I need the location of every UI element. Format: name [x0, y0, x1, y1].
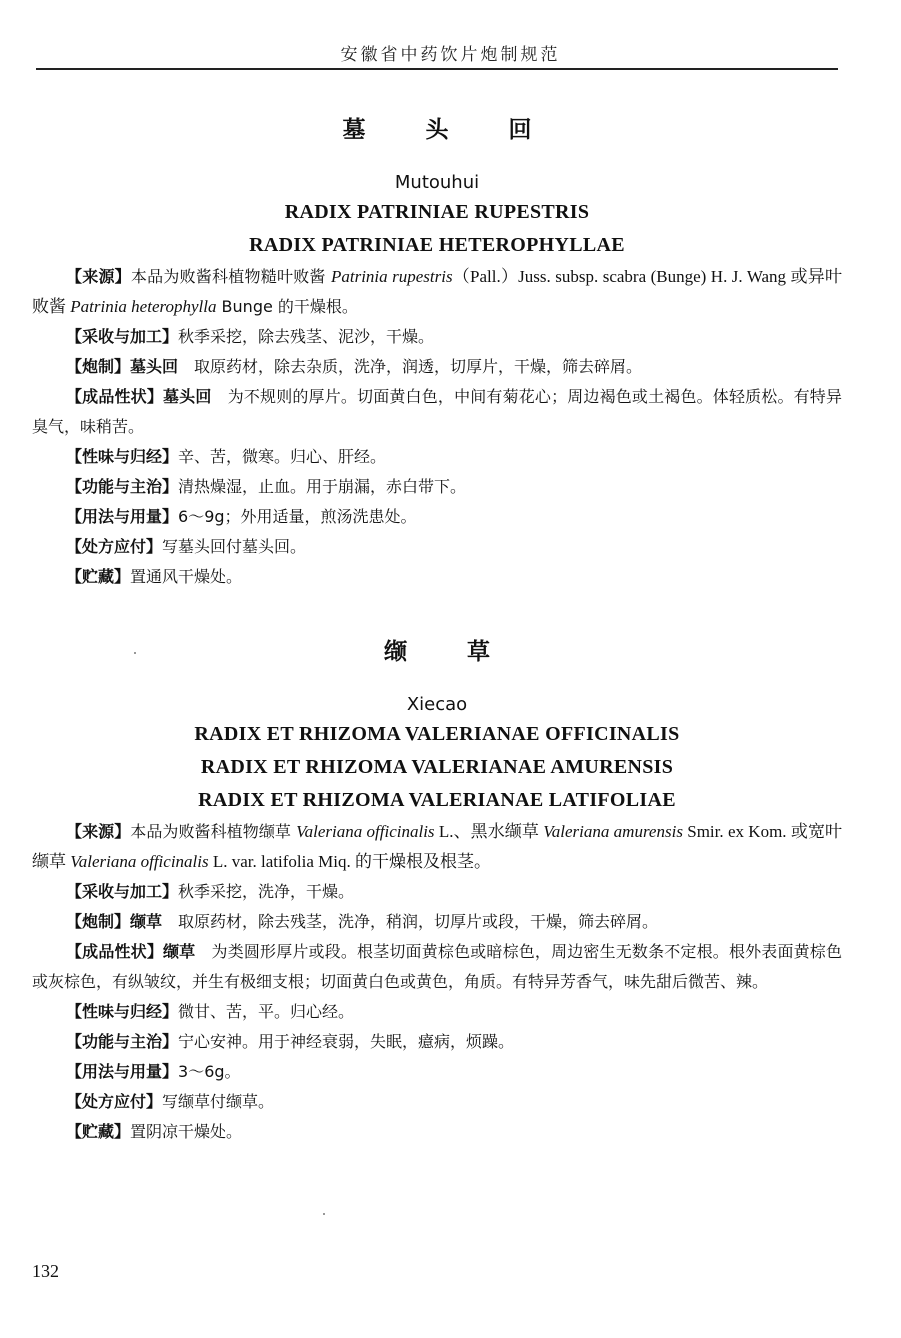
monograph-title: 缬 草	[383, 639, 516, 665]
field-text: L.、黑水缬草	[434, 822, 544, 841]
field-text: 辛、苦，微寒。归心、肝经。	[178, 447, 387, 466]
field-label: 【炮制】	[66, 912, 131, 931]
scan-speck	[134, 652, 136, 654]
field-text: 清热燥湿，止血。用于崩漏，赤白带下。	[178, 477, 467, 496]
field-function	[32, 472, 842, 502]
latin-name: RADIX ET RHIZOMA VALERIANAE LATIFOLIAE	[198, 789, 676, 811]
field-label: 【贮藏】	[66, 1122, 131, 1141]
field-label: 【处方应付】	[66, 537, 163, 556]
field-text: 微甘、苦，平。归心经。	[178, 1002, 355, 1021]
latin-name: RADIX ET RHIZOMA VALERIANAE OFFICINALIS	[194, 723, 680, 745]
latin-name: RADIX ET RHIZOMA VALERIANAE AMURENSIS	[200, 756, 674, 778]
field-label: 【采收与加工】	[66, 882, 179, 901]
field-dosage	[32, 502, 842, 532]
field-character	[32, 937, 842, 997]
monograph-title: 墓 头 回	[342, 117, 558, 143]
field-text: Smir. ex Kom. 或宽叶缬草	[32, 822, 843, 871]
field-text: 写缬草付缬草。	[162, 1092, 275, 1111]
field-nature	[32, 997, 842, 1027]
field-text: 为类圆形厚片或段。根茎切面黄棕色或暗棕色，周边密生无数条不定根。根外表面黄棕色或灰棕色，有纵皱纹，并生有极细支根；切面黄白色或黄色，角质。有特异芳香气，味先甜后微苦、辣。	[32, 942, 842, 991]
field-function	[32, 1027, 842, 1057]
field-label: 【性味与归经】	[66, 1002, 179, 1021]
field-text: 秋季采挖，除去残茎、泥沙，干燥。	[178, 327, 435, 346]
field-label: 【性味与归经】	[66, 447, 179, 466]
field-text: （Pall.）Juss. subsp. scabra (Bunge) H. J. Wang 或异叶败酱	[32, 267, 842, 316]
field-label: 【用法与用量】	[66, 1062, 179, 1081]
field-text: 置阴凉干燥处。	[130, 1122, 243, 1141]
field-label: 【处方应付】	[66, 1092, 163, 1111]
field-character	[32, 382, 842, 442]
pinyin-name: Xiecao	[406, 694, 468, 715]
title-spacer	[32, 150, 842, 170]
field-label: 【炮制】	[66, 357, 131, 376]
field-label: 【功能与主治】	[66, 1032, 179, 1051]
field-nature	[32, 442, 842, 472]
field-source	[32, 262, 842, 322]
species-name: Valeriana officinalis	[296, 822, 435, 841]
latin-name: RADIX PATRINIAE HETEROPHYLLAE	[249, 234, 625, 256]
species-name: Patrinia heterophylla	[70, 297, 217, 316]
species-name: Valeriana amurensis	[543, 822, 683, 841]
page-number: 132	[32, 1261, 59, 1281]
field-text: 本品为败酱科植物糙叶败酱	[130, 267, 331, 286]
field-prescription	[32, 532, 842, 562]
field-text: 取原药材，除去杂质，洗净，润透，切厚片，干燥，筛去碎屑。	[178, 357, 643, 376]
species-name: Valeriana officinalis	[70, 852, 209, 871]
field-label: 【采收与加工】	[66, 327, 179, 346]
species-name: Patrinia rupestris	[330, 267, 453, 286]
field-text: 本品为败酱科植物缬草	[130, 822, 297, 841]
field-harvest	[32, 877, 842, 907]
field-text: 为不规则的厚片。切面黄白色，中间有菊花心；周边褐色或土褐色。体轻质松。有特异臭气，味稍苦。	[32, 387, 842, 436]
field-harvest	[32, 322, 842, 352]
field-text: L. var. latifolia Miq. 的干燥根及根茎。	[208, 852, 491, 871]
field-storage	[32, 562, 842, 592]
field-processing	[32, 907, 842, 937]
pinyin-name: Mutouhui	[394, 172, 480, 193]
field-text: 宁心安神。用于神经衰弱，失眠，癔病，烦躁。	[178, 1032, 515, 1051]
monograph-xiecao	[32, 632, 842, 1147]
drug-name: 墓头回	[130, 357, 179, 376]
drug-name: 缬草	[130, 912, 163, 931]
field-label: 【来源】	[66, 267, 131, 286]
field-label: 【功能与主治】	[66, 477, 179, 496]
field-source	[32, 817, 842, 877]
field-processing	[32, 352, 842, 382]
running-header: 安徽省中药饮片炮制规范	[340, 45, 561, 65]
title-spacer	[32, 672, 842, 692]
field-label: 【成品性状】	[66, 942, 164, 961]
field-label: 【贮藏】	[66, 567, 131, 586]
field-label: 【成品性状】	[66, 387, 164, 406]
field-text: 6～9g；外用适量，煎汤洗患处。	[178, 507, 417, 526]
field-label: 【来源】	[66, 822, 131, 841]
drug-name: 墓头回	[163, 387, 212, 406]
field-storage	[32, 1117, 842, 1147]
field-text: 3～6g。	[178, 1062, 241, 1081]
drug-name: 缬草	[163, 942, 196, 961]
field-text: 秋季采挖，洗净，干燥。	[178, 882, 355, 901]
monograph-mutouhui	[32, 110, 842, 592]
latin-name: RADIX PATRINIAE RUPESTRIS	[284, 201, 590, 223]
field-text: 写墓头回付墓头回。	[162, 537, 307, 556]
scan-speck	[323, 1213, 325, 1215]
field-text: 取原药材，除去残茎，洗净，稍润，切厚片或段，干燥，筛去碎屑。	[162, 912, 659, 931]
field-label: 【用法与用量】	[66, 507, 179, 526]
field-prescription	[32, 1087, 842, 1117]
field-text: 置通风干燥处。	[130, 567, 243, 586]
header-rule	[36, 68, 838, 70]
field-text: Bunge 的干燥根。	[216, 297, 358, 316]
field-dosage	[32, 1057, 842, 1087]
